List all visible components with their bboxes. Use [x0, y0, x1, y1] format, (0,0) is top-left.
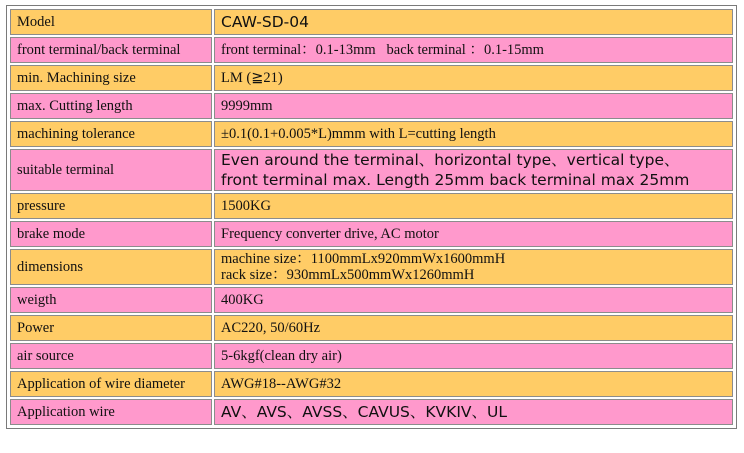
row-value [214, 93, 733, 119]
row-value [214, 315, 733, 341]
row-value [214, 9, 733, 35]
row-value [214, 149, 733, 191]
row-label: dimensions [10, 249, 212, 285]
table-row-application-wire [10, 399, 733, 425]
table-row-machining-tolerance [10, 121, 733, 147]
row-label: machining tolerance [10, 121, 212, 147]
value-line: LM (≧21) [221, 70, 283, 86]
spec-table-frame [6, 5, 737, 429]
value-line: ±0.1(0.1+0.005*L)mmm with L=cutting length [221, 126, 496, 142]
value-line: machine size：1100mmLx920mmWx1600mmH [221, 251, 506, 267]
value-line: 5-6kgf(clean dry air) [221, 348, 342, 364]
spec-table [8, 7, 735, 427]
table-row-pressure [10, 193, 733, 219]
table-row-wire-diameter [10, 371, 733, 397]
row-value [214, 287, 733, 313]
row-value [214, 37, 733, 63]
value-line: Frequency converter drive, AC motor [221, 226, 439, 242]
table-row-weight [10, 287, 733, 313]
value-line: rack size：930mmLx500mmWx1260mmH [221, 267, 475, 283]
value-line: 400KG [221, 292, 264, 308]
table-row-front-back-terminal [10, 37, 733, 63]
table-row-power [10, 315, 733, 341]
value-line: CAW-SD-04 [221, 13, 309, 31]
value-line: 9999mm [221, 98, 273, 114]
row-label: air source [10, 343, 212, 369]
row-value [214, 343, 733, 369]
row-label: suitable terminal [10, 149, 212, 191]
value-line: AWG#18--AWG#32 [221, 376, 342, 392]
row-label: max. Cutting length [10, 93, 212, 119]
row-value [214, 221, 733, 247]
value-line: AV、AVS、AVSS、CAVUS、KVKIV、UL [221, 403, 507, 421]
value-line: AC220, 50/60Hz [221, 320, 321, 336]
table-row-min-machining-size [10, 65, 733, 91]
row-label: Application wire [10, 399, 212, 425]
table-row-max-cutting-length [10, 93, 733, 119]
row-label: Application of wire diameter [10, 371, 212, 397]
row-value [214, 65, 733, 91]
row-label: Model [10, 9, 212, 35]
row-value [214, 121, 733, 147]
row-value [214, 399, 733, 425]
row-value [214, 249, 733, 285]
row-label: pressure [10, 193, 212, 219]
value-line: front terminal：0.1-13mm back terminal ：0.1-15mm [221, 42, 544, 58]
value-line: front terminal max. Length 25mm back terminal max 25mm [221, 171, 690, 189]
row-label: brake mode [10, 221, 212, 247]
row-label: min. Machining size [10, 65, 212, 91]
value-line: 1500KG [221, 198, 271, 214]
value-line: Even around the terminal、horizontal type、vertical type、 [221, 151, 680, 169]
table-row-model [10, 9, 733, 35]
row-label: front terminal/back terminal [10, 37, 212, 63]
table-row-brake-mode [10, 221, 733, 247]
row-value [214, 371, 733, 397]
row-label: Power [10, 315, 212, 341]
row-label: weigth [10, 287, 212, 313]
table-row-air-source [10, 343, 733, 369]
row-value [214, 193, 733, 219]
table-row-dimensions [10, 249, 733, 285]
table-row-suitable-terminal [10, 149, 733, 191]
